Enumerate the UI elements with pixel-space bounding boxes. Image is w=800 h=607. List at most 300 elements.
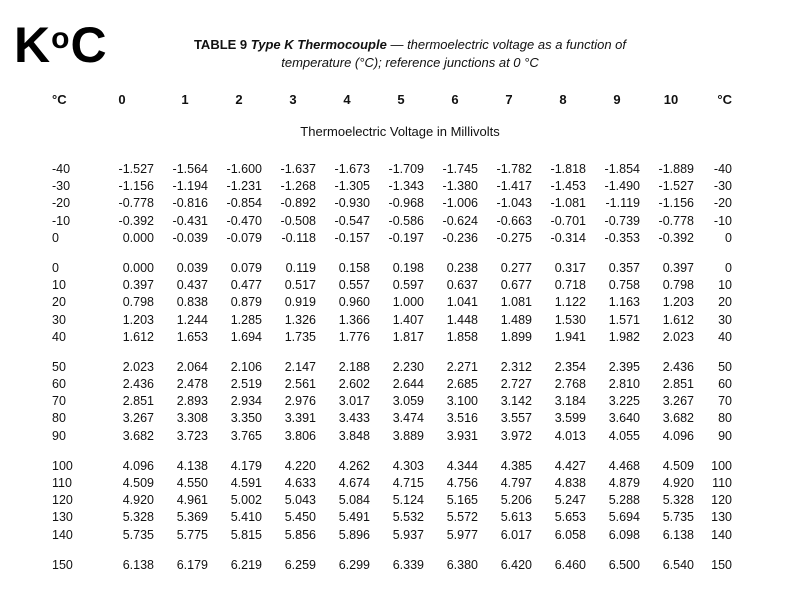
voltage-cell: 3.931: [446, 428, 478, 443]
voltage-cell: 6.138: [122, 557, 154, 572]
table-row: [50, 527, 734, 544]
voltage-cell: 1.081: [500, 295, 532, 310]
row-temperature-cell: 130: [52, 510, 73, 525]
table-row: [50, 329, 734, 346]
table-row: [50, 178, 734, 195]
voltage-cell: 5.491: [338, 510, 370, 525]
voltage-cell: -0.739: [604, 213, 640, 228]
voltage-cell: 0.718: [554, 278, 586, 293]
voltage-cell: 0.079: [230, 260, 262, 275]
voltage-cell: -0.701: [550, 213, 586, 228]
row-temperature-cell: 130: [711, 510, 732, 525]
row-temperature-cell: 150: [711, 557, 732, 572]
voltage-cell: -1.637: [280, 162, 316, 176]
voltage-cell: 2.436: [662, 359, 694, 374]
column-header-row: [50, 92, 734, 107]
header-col-4: 4: [343, 92, 351, 107]
voltage-cell: -0.854: [226, 196, 262, 211]
logo-k: K: [14, 17, 51, 73]
voltage-cell: 1.203: [662, 295, 694, 310]
voltage-cell: 6.259: [284, 557, 316, 572]
voltage-cell: 3.225: [608, 394, 640, 409]
voltage-cell: 3.100: [446, 394, 478, 409]
voltage-cell: 0.317: [554, 260, 586, 275]
voltage-cell: 1.163: [608, 295, 640, 310]
row-temperature-cell: 60: [718, 377, 732, 392]
row-temperature-cell: 100: [52, 458, 73, 473]
voltage-cell: 1.285: [230, 312, 262, 327]
voltage-cell: 4.961: [176, 493, 208, 508]
row-temperature-cell: -40: [52, 162, 71, 176]
table-section: [50, 161, 734, 247]
voltage-cell: 2.023: [662, 329, 694, 344]
voltage-cell: 1.735: [284, 329, 316, 344]
voltage-cell: 6.420: [500, 557, 532, 572]
voltage-cell: 4.879: [608, 476, 640, 490]
voltage-cell: -1.081: [550, 196, 586, 211]
voltage-cell: -1.600: [226, 162, 262, 176]
voltage-cell: 5.653: [554, 510, 586, 525]
voltage-cell: 3.308: [176, 411, 208, 426]
table-section: [50, 260, 734, 346]
row-temperature-cell: 20: [52, 295, 66, 310]
voltage-cell: -1.709: [388, 162, 424, 176]
voltage-cell: 3.765: [230, 428, 262, 443]
table-row: [50, 359, 734, 376]
voltage-cell: -1.119: [605, 196, 640, 211]
table-row: [50, 294, 734, 311]
voltage-cell: 5.165: [446, 493, 478, 508]
voltage-cell: 5.532: [392, 510, 424, 525]
voltage-cell: -0.392: [118, 213, 154, 228]
header-col-9: 9: [613, 92, 621, 107]
table-title: [140, 36, 680, 72]
table-row: [50, 458, 734, 475]
row-temperature-cell: 120: [52, 493, 73, 508]
voltage-cell: 0.557: [338, 278, 370, 293]
row-temperature-cell: -20: [52, 196, 71, 211]
row-temperature-cell: 30: [52, 312, 66, 327]
header-unit-cell: °C: [52, 92, 67, 107]
voltage-cell: 5.735: [662, 510, 694, 525]
voltage-cell: 4.096: [122, 458, 154, 473]
title-line-2: temperature (°C); reference junctions at 0 °C: [281, 55, 539, 70]
table-section: [50, 458, 734, 544]
voltage-cell: -1.156: [658, 196, 694, 211]
voltage-cell: 4.509: [122, 476, 154, 490]
row-temperature-cell: -20: [713, 196, 732, 211]
voltage-cell: 4.262: [338, 458, 370, 473]
table-row: [50, 376, 734, 393]
voltage-cell: 5.043: [284, 493, 316, 508]
voltage-cell: 1.776: [338, 329, 370, 344]
voltage-cell: 2.230: [392, 359, 424, 374]
header-col-1: 1: [181, 92, 189, 107]
voltage-cell: 2.147: [284, 359, 316, 374]
voltage-cell: 2.519: [230, 377, 262, 392]
voltage-cell: 3.557: [500, 411, 532, 426]
voltage-cell: -0.930: [334, 196, 370, 211]
voltage-cell: -1.006: [442, 196, 478, 211]
voltage-cell: -0.778: [118, 196, 154, 211]
header-col-3: 3: [289, 92, 297, 107]
voltage-cell: -0.197: [388, 230, 424, 245]
voltage-cell: 0.637: [446, 278, 478, 293]
voltage-cell: 4.591: [230, 476, 262, 490]
voltage-cell: 5.450: [284, 510, 316, 525]
voltage-cell: 2.934: [230, 394, 262, 409]
voltage-cell: 3.682: [122, 428, 154, 443]
voltage-cell: 3.848: [338, 428, 370, 443]
row-temperature-cell: 10: [52, 278, 66, 293]
voltage-cell: 0.879: [230, 295, 262, 310]
voltage-cell: 3.889: [392, 428, 424, 443]
voltage-cell: 4.055: [608, 428, 640, 443]
table-section: [50, 359, 734, 445]
table-row: [50, 509, 734, 526]
voltage-cell: 1.489: [500, 312, 532, 327]
row-temperature-cell: 0: [725, 260, 732, 275]
voltage-cell: 1.858: [446, 329, 478, 344]
voltage-cell: 3.972: [500, 428, 532, 443]
row-temperature-cell: -30: [713, 179, 732, 194]
voltage-cell: -1.156: [118, 179, 154, 194]
voltage-cell: -0.470: [226, 213, 262, 228]
voltage-cell: 4.220: [284, 458, 316, 473]
header-col-6: 6: [451, 92, 459, 107]
voltage-cell: 3.391: [284, 411, 316, 426]
voltage-cell: -0.431: [172, 213, 208, 228]
row-temperature-cell: 0: [52, 260, 59, 275]
voltage-cell: 5.613: [500, 510, 532, 525]
voltage-cell: 5.410: [230, 510, 262, 525]
voltage-cell: 0.677: [500, 278, 532, 293]
voltage-cell: 2.644: [392, 377, 424, 392]
table-row: [50, 410, 734, 427]
header-col-0: 0: [118, 92, 126, 107]
voltage-cell: 5.856: [284, 527, 316, 542]
voltage-cell: 2.810: [608, 377, 640, 392]
voltage-cell: 1.244: [176, 312, 208, 327]
voltage-cell: 5.572: [446, 510, 478, 525]
voltage-cell: 2.727: [500, 377, 532, 392]
voltage-cell: 5.977: [446, 527, 478, 542]
voltage-cell: 6.138: [662, 527, 694, 542]
voltage-cell: 0.039: [176, 260, 208, 275]
voltage-cell: -0.508: [280, 213, 316, 228]
voltage-cell: 0.357: [608, 260, 640, 275]
header-col-2: 2: [235, 92, 243, 107]
voltage-cell: 1.448: [446, 312, 478, 327]
voltage-cell: -0.968: [388, 196, 424, 211]
voltage-cell: 0.597: [392, 278, 424, 293]
row-temperature-cell: 140: [711, 527, 732, 542]
voltage-cell: -1.745: [442, 162, 478, 176]
voltage-cell: -0.353: [604, 230, 640, 245]
voltage-cell: 2.851: [662, 377, 694, 392]
voltage-table: [50, 161, 734, 587]
voltage-cell: 1.817: [392, 329, 424, 344]
voltage-cell: -1.854: [604, 162, 640, 176]
voltage-cell: 3.059: [392, 394, 424, 409]
voltage-cell: 0.397: [662, 260, 694, 275]
voltage-cell: 5.328: [122, 510, 154, 525]
voltage-cell: -0.157: [334, 230, 370, 245]
voltage-cell: 5.206: [500, 493, 532, 508]
voltage-cell: 6.179: [176, 557, 208, 572]
title-line-1: [140, 36, 680, 54]
row-temperature-cell: 150: [52, 557, 73, 572]
voltage-cell: 3.142: [500, 394, 532, 409]
voltage-cell: 4.344: [446, 458, 478, 473]
voltage-cell: 1.941: [554, 329, 586, 344]
voltage-cell: 0.798: [122, 295, 154, 310]
voltage-cell: 3.017: [338, 394, 370, 409]
voltage-cell: -0.275: [496, 230, 532, 245]
voltage-cell: 5.288: [608, 493, 640, 508]
voltage-cell: 3.350: [230, 411, 262, 426]
voltage-cell: 2.106: [230, 359, 262, 374]
voltage-cell: 0.437: [176, 278, 208, 293]
thermocouple-type: Type K Thermocouple: [250, 37, 387, 52]
row-temperature-cell: 40: [52, 329, 66, 344]
voltage-cell: 0.198: [392, 260, 424, 275]
voltage-cell: -1.889: [658, 162, 694, 176]
voltage-cell: 2.685: [446, 377, 478, 392]
row-temperature-cell: 10: [718, 278, 732, 293]
voltage-cell: 1.041: [446, 295, 478, 310]
voltage-cell: 2.976: [284, 394, 316, 409]
voltage-cell: 5.735: [122, 527, 154, 542]
voltage-cell: 4.096: [662, 428, 694, 443]
voltage-cell: -0.624: [442, 213, 478, 228]
voltage-cell: 2.768: [554, 377, 586, 392]
table-label: TABLE 9: [193, 37, 248, 52]
table-row: [50, 230, 734, 247]
voltage-cell: 0.158: [338, 260, 370, 275]
voltage-cell: 2.271: [446, 359, 478, 374]
voltage-cell: -1.527: [658, 179, 694, 194]
voltage-cell: 2.023: [122, 359, 154, 374]
row-temperature-cell: 120: [711, 493, 732, 508]
voltage-cell: 5.937: [392, 527, 424, 542]
row-temperature-cell: -40: [713, 162, 732, 176]
row-temperature-cell: 100: [711, 458, 732, 473]
voltage-cell: 5.084: [338, 493, 370, 508]
voltage-cell: 6.219: [230, 557, 262, 572]
header-col-8: 8: [559, 92, 567, 107]
row-temperature-cell: 40: [718, 329, 732, 344]
title-rest: — thermoelectric voltage as a function of: [386, 37, 627, 52]
voltage-cell: 4.468: [608, 458, 640, 473]
voltage-cell: 6.098: [608, 527, 640, 542]
voltage-cell: 5.694: [608, 510, 640, 525]
table-subtitle: Thermoelectric Voltage in Millivolts: [300, 124, 500, 139]
voltage-cell: 6.460: [554, 557, 586, 572]
voltage-cell: 1.000: [392, 295, 424, 310]
table-row: [50, 428, 734, 445]
voltage-cell: 1.571: [608, 312, 640, 327]
voltage-cell: -1.453: [550, 179, 586, 194]
row-temperature-cell: 20: [718, 295, 732, 310]
voltage-cell: -1.818: [550, 162, 586, 176]
voltage-cell: -0.039: [172, 230, 208, 245]
header-col-5: 5: [397, 92, 405, 107]
logo-degree: o: [51, 22, 70, 55]
voltage-cell: 2.064: [176, 359, 208, 374]
row-temperature-cell: 110: [52, 476, 72, 490]
voltage-cell: 3.516: [446, 411, 478, 426]
voltage-cell: 6.500: [608, 557, 640, 572]
header-unit-cell: °C: [717, 92, 732, 107]
voltage-cell: 4.797: [500, 476, 532, 490]
table-row: [50, 195, 734, 212]
voltage-cell: -1.043: [496, 196, 532, 211]
voltage-cell: 0.960: [338, 295, 370, 310]
voltage-cell: 6.540: [662, 557, 694, 572]
table-section: [50, 557, 734, 574]
voltage-cell: -0.236: [442, 230, 478, 245]
header-col-7: 7: [505, 92, 513, 107]
row-temperature-cell: 50: [52, 359, 66, 374]
voltage-cell: -0.118: [281, 230, 316, 245]
voltage-cell: 0.517: [284, 278, 316, 293]
row-temperature-cell: 0: [52, 230, 59, 245]
voltage-cell: 3.474: [392, 411, 424, 426]
voltage-cell: 4.179: [230, 458, 262, 473]
voltage-cell: 5.815: [230, 527, 262, 542]
voltage-cell: 5.002: [230, 493, 262, 508]
voltage-cell: 0.000: [122, 260, 154, 275]
voltage-cell: 2.893: [176, 394, 208, 409]
row-temperature-cell: 90: [52, 428, 66, 443]
voltage-cell: 3.267: [122, 411, 154, 426]
voltage-cell: -1.343: [388, 179, 424, 194]
voltage-cell: 1.407: [392, 312, 424, 327]
voltage-cell: 1.694: [230, 329, 262, 344]
row-temperature-cell: 110: [712, 476, 732, 490]
row-temperature-cell: 30: [718, 312, 732, 327]
voltage-cell: 5.328: [662, 493, 694, 508]
voltage-cell: 4.838: [554, 476, 586, 490]
voltage-cell: 2.312: [500, 359, 532, 374]
voltage-cell: 4.385: [500, 458, 532, 473]
voltage-cell: 2.561: [284, 377, 316, 392]
voltage-cell: 0.838: [176, 295, 208, 310]
voltage-cell: 1.122: [554, 295, 586, 310]
table-row: [50, 312, 734, 329]
table-row: [50, 161, 734, 178]
voltage-cell: 2.395: [608, 359, 640, 374]
voltage-cell: 1.612: [662, 312, 694, 327]
row-temperature-cell: 0: [725, 230, 732, 245]
voltage-cell: 5.896: [338, 527, 370, 542]
voltage-cell: 3.267: [662, 394, 694, 409]
table-row: [50, 393, 734, 410]
voltage-cell: 5.124: [392, 493, 424, 508]
voltage-cell: 2.602: [338, 377, 370, 392]
voltage-cell: -0.816: [172, 196, 208, 211]
table-row: [50, 277, 734, 294]
voltage-cell: 3.433: [338, 411, 370, 426]
kc-logo: [14, 14, 107, 73]
voltage-cell: 3.599: [554, 411, 586, 426]
voltage-cell: 4.920: [662, 476, 694, 490]
voltage-cell: 4.756: [446, 476, 478, 490]
voltage-cell: -1.564: [172, 162, 208, 176]
voltage-cell: -0.892: [280, 196, 316, 211]
row-temperature-cell: 80: [52, 411, 66, 426]
voltage-cell: 4.013: [554, 428, 586, 443]
voltage-cell: 0.798: [662, 278, 694, 293]
table-row: [50, 260, 734, 277]
row-temperature-cell: 140: [52, 527, 73, 542]
row-temperature-cell: -30: [52, 179, 71, 194]
voltage-cell: -1.231: [226, 179, 262, 194]
voltage-cell: 4.303: [392, 458, 424, 473]
voltage-cell: 1.899: [500, 329, 532, 344]
voltage-cell: -1.268: [280, 179, 316, 194]
voltage-cell: 1.653: [176, 329, 208, 344]
voltage-cell: 2.478: [176, 377, 208, 392]
voltage-cell: 4.138: [176, 458, 208, 473]
voltage-cell: -1.782: [496, 162, 532, 176]
voltage-cell: -1.417: [496, 179, 532, 194]
voltage-cell: 6.339: [392, 557, 424, 572]
voltage-cell: -0.547: [334, 213, 370, 228]
header-col-10: 10: [663, 92, 679, 107]
voltage-cell: 5.775: [176, 527, 208, 542]
row-temperature-cell: 60: [52, 377, 66, 392]
voltage-cell: -1.380: [442, 179, 478, 194]
voltage-cell: 5.247: [554, 493, 586, 508]
voltage-cell: 6.017: [500, 527, 532, 542]
voltage-cell: 1.326: [284, 312, 316, 327]
voltage-cell: 0.758: [608, 278, 640, 293]
row-temperature-cell: -10: [713, 213, 732, 228]
voltage-cell: 6.058: [554, 527, 586, 542]
voltage-cell: 4.550: [176, 476, 208, 490]
voltage-cell: -1.527: [118, 162, 154, 176]
voltage-cell: 0.000: [122, 230, 154, 245]
voltage-cell: 0.477: [230, 278, 262, 293]
row-temperature-cell: 70: [52, 394, 66, 409]
voltage-cell: -1.194: [172, 179, 208, 194]
voltage-cell: 4.674: [338, 476, 370, 490]
voltage-cell: 0.919: [284, 295, 316, 310]
row-temperature-cell: -10: [52, 213, 71, 228]
row-temperature-cell: 80: [718, 411, 732, 426]
voltage-cell: 2.851: [122, 394, 154, 409]
row-temperature-cell: 90: [718, 428, 732, 443]
voltage-cell: 0.119: [285, 260, 316, 275]
voltage-cell: 3.184: [554, 394, 586, 409]
voltage-cell: 3.682: [662, 411, 694, 426]
voltage-cell: 1.530: [554, 312, 586, 327]
voltage-cell: -1.673: [334, 162, 370, 176]
voltage-cell: 0.397: [122, 278, 154, 293]
table-row: [50, 557, 734, 574]
voltage-cell: 6.299: [338, 557, 370, 572]
voltage-cell: 1.366: [338, 312, 370, 327]
voltage-cell: -0.663: [496, 213, 532, 228]
voltage-cell: 6.380: [446, 557, 478, 572]
voltage-cell: 4.715: [392, 476, 424, 490]
voltage-cell: 3.806: [284, 428, 316, 443]
voltage-cell: 4.509: [662, 458, 694, 473]
voltage-cell: 2.188: [338, 359, 370, 374]
voltage-cell: -0.586: [388, 213, 424, 228]
